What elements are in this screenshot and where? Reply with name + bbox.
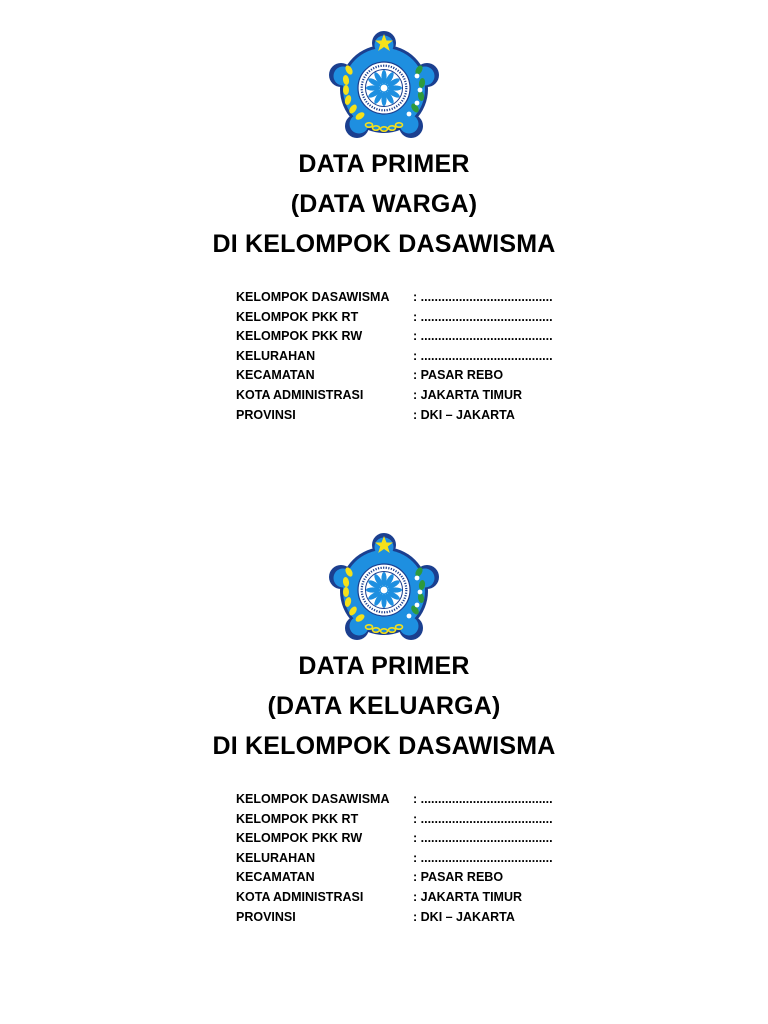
field-row [236, 347, 636, 367]
field-row [236, 790, 636, 810]
field-value: : ...................................... [413, 850, 553, 865]
field-value: : JAKARTA TIMUR [413, 889, 523, 904]
field-value: : ...................................... [413, 811, 553, 826]
field-value: : ...................................... [413, 792, 553, 806]
field-row [236, 829, 636, 849]
field-row [236, 308, 636, 328]
field-value: : ...................................... [413, 309, 553, 324]
field-label: KELURAHAN [236, 850, 316, 865]
title-line-2: (DATA WARGA) [290, 190, 478, 218]
field-row [236, 386, 636, 406]
field-row [236, 406, 636, 426]
field-value: : DKI – JAKARTA [413, 909, 515, 924]
title-line-2: (DATA KELUARGA) [267, 692, 501, 720]
title-block [0, 646, 768, 766]
field-label: KOTA ADMINISTRASI [236, 387, 364, 402]
field-row [236, 810, 636, 830]
field-row [236, 888, 636, 908]
field-label: PROVINSI [236, 407, 296, 422]
field-row [236, 288, 636, 308]
field-value: : ...................................... [413, 290, 553, 304]
field-value: : ...................................... [413, 329, 553, 344]
field-label: PROVINSI [236, 909, 296, 924]
field-label: KELOMPOK PKK RW [236, 329, 363, 344]
field-label: KOTA ADMINISTRASI [236, 889, 364, 904]
cover-section-warga [0, 28, 768, 428]
field-label: KELOMPOK DASAWISMA [236, 290, 390, 304]
pkk-emblem-icon [325, 530, 443, 648]
field-value: : ...................................... [413, 348, 553, 363]
field-row [236, 868, 636, 888]
field-label: KELOMPOK DASAWISMA [236, 792, 390, 806]
pkk-emblem-icon [325, 28, 443, 146]
field-value: : PASAR REBO [413, 870, 504, 885]
field-label: KELOMPOK PKK RT [236, 811, 359, 826]
field-label: KELOMPOK PKK RW [236, 831, 363, 846]
field-value: : DKI – JAKARTA [413, 407, 515, 422]
title-line-3: DI KELOMPOK DASAWISMA [212, 732, 556, 760]
field-label: KECAMATAN [236, 870, 315, 885]
info-fields [236, 288, 636, 425]
title-line-1: DATA PRIMER [298, 150, 470, 178]
field-value: : JAKARTA TIMUR [413, 387, 523, 402]
field-label: KELURAHAN [236, 348, 316, 363]
field-row [236, 849, 636, 869]
title-block [0, 144, 768, 264]
field-label: KELOMPOK PKK RT [236, 309, 359, 324]
field-value: : PASAR REBO [413, 368, 504, 383]
title-line-1: DATA PRIMER [298, 652, 470, 680]
cover-section-keluarga [0, 530, 768, 930]
title-line-3: DI KELOMPOK DASAWISMA [212, 230, 556, 258]
field-label: KECAMATAN [236, 368, 315, 383]
field-row [236, 908, 636, 928]
field-row [236, 366, 636, 386]
info-fields [236, 790, 636, 927]
field-value: : ...................................... [413, 831, 553, 846]
field-row [236, 327, 636, 347]
